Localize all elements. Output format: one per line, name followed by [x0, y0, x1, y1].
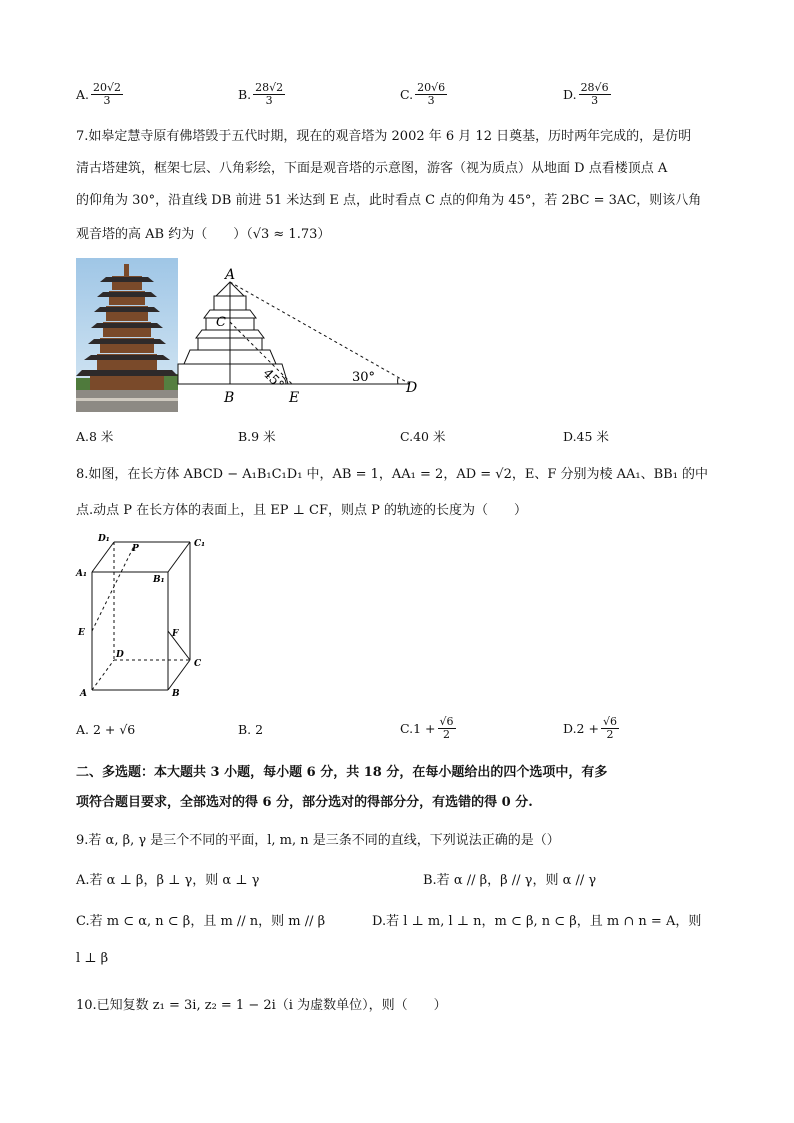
option-letter: A.	[76, 87, 90, 102]
numerator: 28√6	[580, 81, 609, 94]
pagoda-photo	[76, 258, 178, 412]
fraction	[579, 82, 611, 107]
q9-option-d: D.若 l ⊥ m, l ⊥ n，m ⊂ β, n ⊂ β，且 m ∩ n = A，则	[372, 914, 702, 929]
label-a: A	[225, 267, 236, 283]
q8-option-b: B. 2	[238, 722, 264, 737]
fraction	[438, 716, 456, 741]
q9-stem: 9.若 α, β, γ 是三个不同的平面，l, m, n 是三条不同的直线，下列说法正确的是（）	[76, 833, 560, 848]
label-c: C	[194, 659, 202, 669]
label-e: E	[289, 390, 300, 406]
label-e: E	[78, 628, 85, 638]
sight-line-ad	[230, 282, 410, 384]
q9-option-a: A.若 α ⊥ β，β ⊥ γ，则 α ⊥ γ	[76, 873, 260, 888]
label-a: A	[80, 689, 87, 699]
q7-option-c: C.40 米	[400, 429, 446, 444]
numerator: 28√2	[255, 81, 284, 94]
label-p: P	[132, 544, 139, 554]
edge-ad-hidden	[92, 660, 114, 690]
edge-b1c1	[168, 542, 190, 572]
section-2-heading-line-2: 项符合题目要求，全部选对的得 6 分，部分选对的得部分分，有选错的得 0 分.	[76, 795, 533, 810]
numerator: √6	[602, 715, 617, 728]
label-b: B	[172, 689, 180, 699]
denominator: 3	[591, 94, 599, 107]
fraction	[415, 82, 447, 107]
option-letter: C.	[400, 87, 414, 102]
option-text: D.2 +	[563, 721, 599, 736]
numerator: √6	[439, 715, 454, 728]
option-letter: B.	[238, 87, 252, 102]
label-c: C	[216, 315, 226, 330]
numerator: 20√2	[93, 81, 122, 94]
q7-line-1: 7.如皋定慧寺原有佛塔毁于五代时期，现在的观音塔为 2002 年 6 月 12 日奠基，历时两年完成的，是仿明	[76, 129, 692, 144]
fraction	[253, 82, 285, 107]
q9-option-d-continued: l ⊥ β	[76, 951, 109, 966]
q7-option-d: D.45 米	[563, 429, 609, 444]
label-angle-45: 45°	[259, 366, 287, 394]
label-d: D	[406, 380, 418, 396]
q7-diagram	[176, 260, 426, 410]
q6-option-c	[400, 82, 447, 107]
edge-a1d1	[92, 542, 114, 572]
q7-line-3: 的仰角为 30°，沿直线 DB 前进 51 米达到 E 点，此时看点 C 点的仰角为 45°，若 2BC = 3AC，则该八角	[76, 193, 702, 208]
denominator: 3	[427, 94, 435, 107]
edge-bc	[168, 660, 190, 690]
fraction	[601, 716, 619, 741]
q8-option-c	[400, 716, 456, 741]
label-d: D	[116, 650, 124, 660]
q8-line-2: 点.动点 P 在长方体的表面上，且 EP ⊥ CF，则点 P 的轨迹的长度为（ ）	[76, 503, 527, 518]
q7-option-b: B.9 米	[238, 429, 276, 444]
denominator: 2	[606, 728, 614, 741]
q7-option-a: A.8 米	[76, 429, 114, 444]
section-2-heading-line-1: 二、多选题：本大题共 3 小题，每小题 6 分，共 18 分，在每小题给出的四个选项中，有多	[76, 765, 608, 780]
q8-option-d	[563, 716, 619, 741]
denominator: 2	[443, 728, 450, 741]
denominator: 3	[103, 94, 111, 107]
fraction	[91, 82, 123, 107]
q6-option-b	[238, 82, 285, 107]
q6-option-d	[563, 82, 611, 107]
q6-option-a	[76, 82, 123, 107]
label-a1: A₁	[76, 569, 87, 579]
label-d1: D₁	[98, 534, 110, 544]
label-c1: C₁	[194, 539, 206, 549]
numerator: 20√6	[417, 81, 446, 94]
q9-option-c: C.若 m ⊂ α, n ⊂ β，且 m // n，则 m // β	[76, 914, 326, 929]
label-b1: B₁	[153, 575, 165, 585]
q8-line-1: 8.如图，在长方体 ABCD − A₁B₁C₁D₁ 中，AB = 1，AA₁ = 2，AD = √2，E、F 分别为棱 AA₁、BB₁ 的中	[76, 467, 709, 482]
segment-ep	[92, 546, 134, 631]
q8-cuboid-figure	[74, 532, 214, 700]
option-letter: D.	[563, 87, 577, 102]
q7-line-2: 清古塔建筑，框架七层、八角彩绘，下面是观音塔的示意图，游客（视为质点）从地面 D 点看楼顶点 A	[76, 161, 668, 176]
denominator: 3	[265, 94, 273, 107]
label-f: F	[172, 629, 179, 639]
label-b: B	[224, 390, 235, 406]
q7-line-4: 观音塔的高 AB 约为（ ）（√3 ≈ 1.73）	[76, 227, 331, 242]
q10-stem: 10.已知复数 z₁ = 3i, z₂ = 1 − 2i（i 为虚数单位），则（ ）	[76, 998, 447, 1013]
label-angle-30: 30°	[352, 370, 376, 385]
q9-option-b: B.若 α // β，β // γ，则 α // γ	[423, 873, 597, 888]
q8-option-a: A. 2 + √6	[76, 722, 136, 737]
option-text: C.1 +	[400, 721, 436, 736]
